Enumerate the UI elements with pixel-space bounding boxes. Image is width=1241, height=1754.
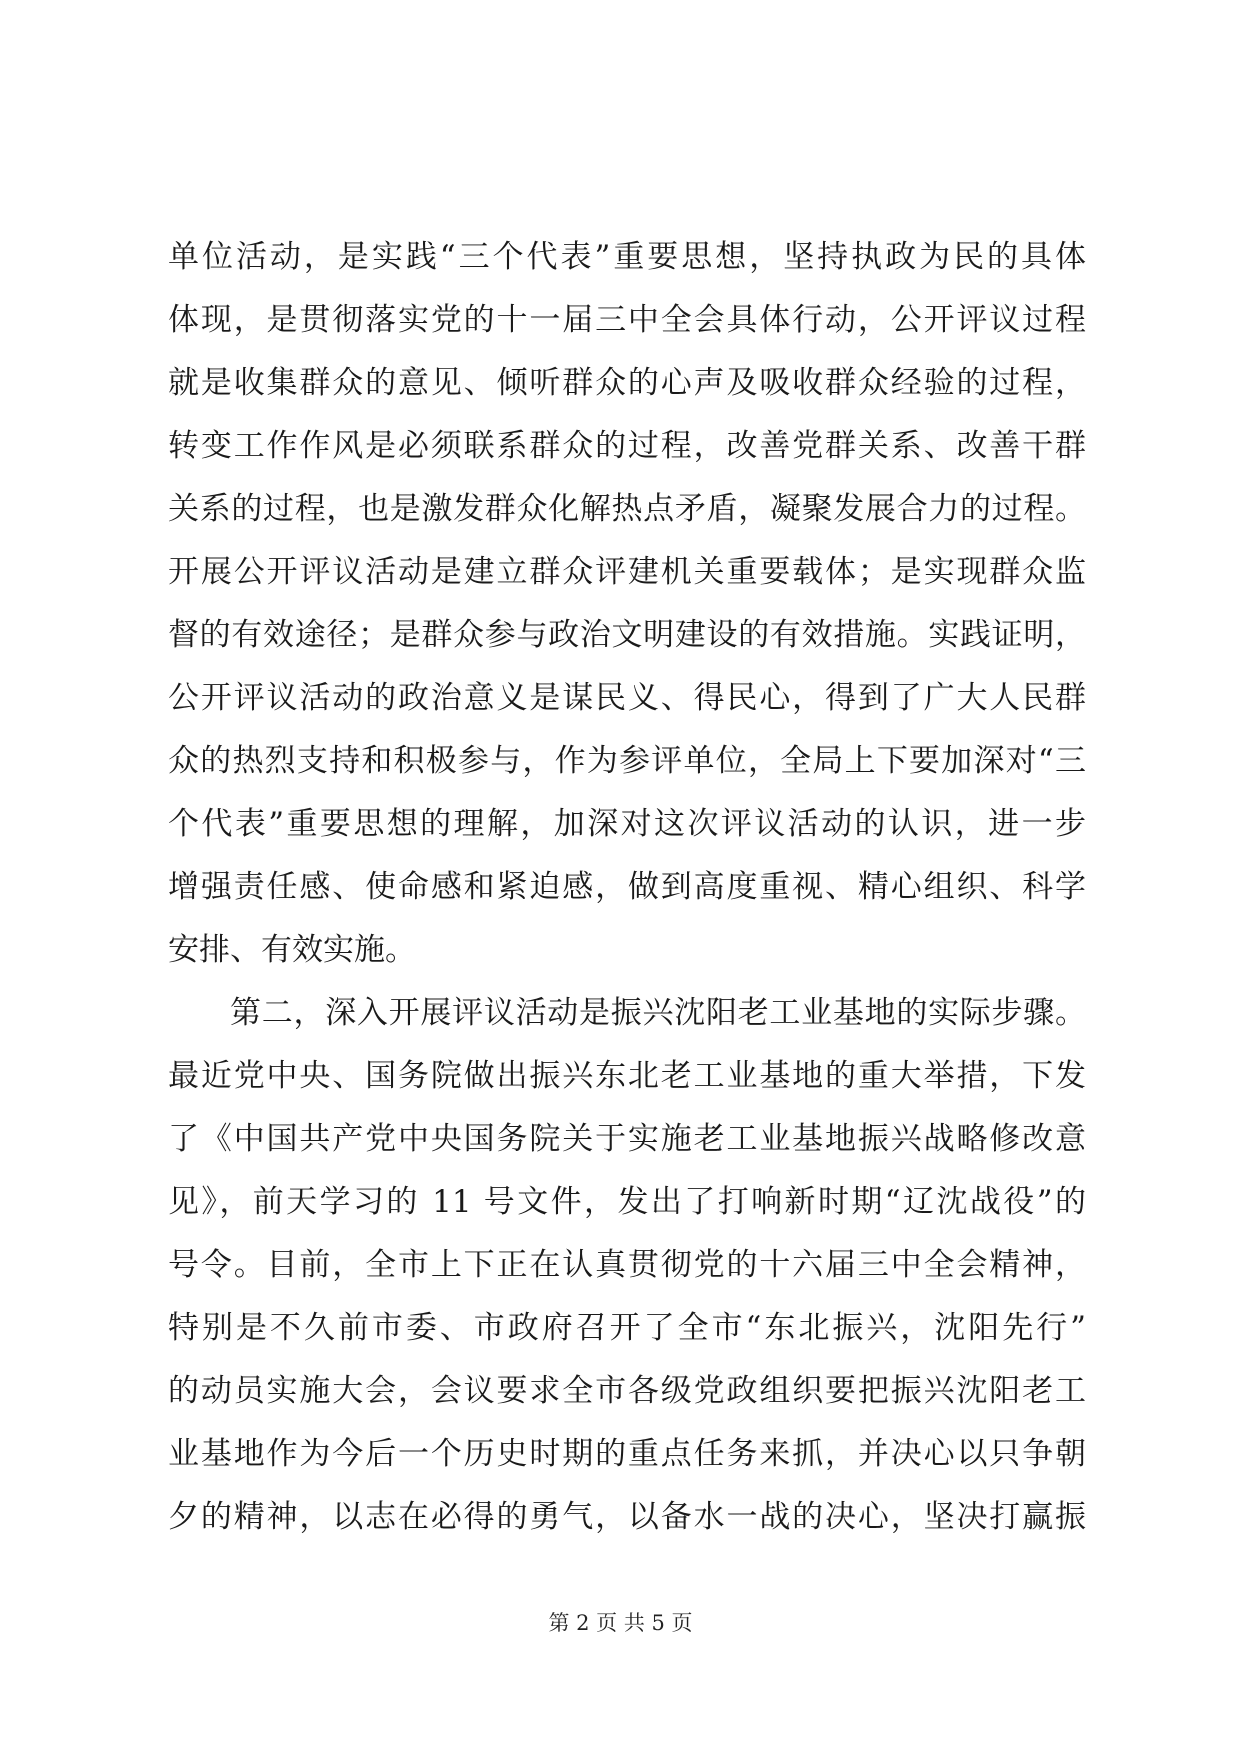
text-line: 体现，是贯彻落实党的十一届三中全会具体行动，公开评议过程 — [168, 302, 1086, 338]
paragraph-1 — [168, 226, 1086, 982]
text-line: 督的有效途径；是群众参与政治文明建设的有效措施。实践证明， — [168, 617, 1086, 653]
text-line: 就是收集群众的意见、倾听群众的心声及吸收群众经验的过程， — [168, 365, 1086, 401]
paragraph-2 — [168, 982, 1086, 1549]
text-line: 关系的过程，也是激发群众化解热点矛盾，凝聚发展合力的过程。 — [168, 491, 1086, 527]
text-line: 个代表”重要思想的理解，加深对这次评议活动的认识，进一步 — [168, 806, 1086, 842]
text-line: 夕的精神，以志在必得的勇气，以备水一战的决心，坚决打赢振 — [168, 1499, 1086, 1535]
text-line: 号令。目前，全市上下正在认真贯彻党的十六届三中全会精神， — [168, 1247, 1086, 1283]
text-line: 最近党中央、国务院做出振兴东北老工业基地的重大举措，下发 — [168, 1058, 1086, 1094]
text-line: 增强责任感、使命感和紧迫感，做到高度重视、精心组织、科学 — [168, 869, 1086, 905]
text-line: 第二，深入开展评议活动是振兴沈阳老工业基地的实际步骤。 — [230, 995, 1086, 1031]
text-line: 见》，前天学习的 11 号文件，发出了打响新时期“辽沈战役”的 — [168, 1184, 1086, 1220]
text-line: 公开评议活动的政治意义是谋民义、得民心，得到了广大人民群 — [168, 680, 1086, 716]
text-line: 的动员实施大会，会议要求全市各级党政组织要把振兴沈阳老工 — [168, 1373, 1086, 1409]
text-line: 了《中国共产党中央国务院关于实施老工业基地振兴战略修改意 — [168, 1121, 1086, 1157]
text-line: 众的热烈支持和积极参与，作为参评单位，全局上下要加深对“三 — [168, 743, 1086, 779]
text-line: 转变工作作风是必须联系群众的过程，改善党群关系、改善干群 — [168, 428, 1086, 464]
text-line: 单位活动，是实践“三个代表”重要思想，坚持执政为民的具体 — [168, 239, 1086, 275]
text-line: 安排、有效实施。 — [168, 932, 416, 968]
text-line: 开展公开评议活动是建立群众评建机关重要载体；是实现群众监 — [168, 554, 1086, 590]
text-line: 业基地作为今后一个历史时期的重点任务来抓，并决心以只争朝 — [168, 1436, 1086, 1472]
text-line: 特别是不久前市委、市政府召开了全市“东北振兴，沈阳先行” — [168, 1310, 1086, 1346]
document-body — [168, 226, 1086, 1549]
page-number-footer: 第 2 页 共 5 页 — [548, 1611, 693, 1635]
